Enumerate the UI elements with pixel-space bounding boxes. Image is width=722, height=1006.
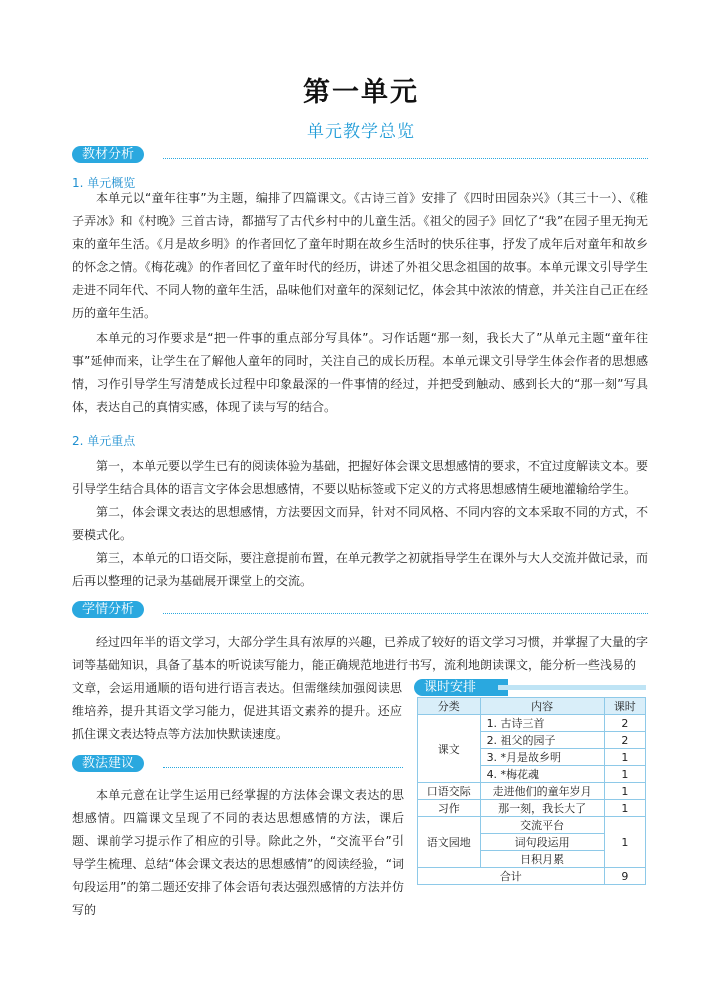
content-cell: 词句段运用	[480, 834, 604, 851]
content-cell: 1. 古诗三首	[480, 715, 604, 732]
table-row	[418, 817, 646, 834]
hours-cell: 1	[604, 800, 645, 817]
schedule-table	[417, 697, 646, 885]
table-row	[418, 783, 646, 800]
page-subtitle: 单元教学总览	[307, 122, 415, 142]
header-category: 分类	[418, 698, 481, 715]
section-divider	[163, 767, 403, 768]
schedule-tag-bar	[498, 685, 646, 690]
content-cell: 交流平台	[480, 817, 604, 834]
section-tag-teaching-suggestions: 教法建议	[72, 755, 144, 772]
category-cell: 课文	[418, 715, 481, 783]
content-cell: 3. *月是故乡明	[480, 749, 604, 766]
section-tag-learner-analysis: 学情分析	[72, 601, 144, 618]
hours-cell: 1	[604, 766, 645, 783]
content-cell: 走进他们的童年岁月	[480, 783, 604, 800]
paragraph: 文章，会运用通顺的语句进行语言表达。但需继续加强阅读思维培养，提升其语文学习能力，促进其语文素养的提升。还应抓住课文表达特点等方法加快默读速度。	[72, 681, 402, 741]
header-hours: 课时	[604, 698, 645, 715]
category-cell: 口语交际	[418, 783, 481, 800]
table-total-row	[418, 868, 646, 885]
section-tag-textbook-analysis: 教材分析	[72, 146, 144, 163]
paragraph: 本单元的习作要求是“把一件事的重点部分写具体”。习作话题“那一刻，我长大了”从单元主题“童年往事”延伸而来，让学生在了解他人童年的同时，关注自己的成长历程。本单元课文引导学生体会作者的思想感情，习作引导学生写清楚成长过程中印象最深的一件事情的经过，并把受到触动、感到长大的“那一刻”写具体，表达自己的真情实感，体现了读与写的结合。	[72, 331, 648, 414]
table-header-row	[418, 698, 646, 715]
section-divider	[163, 613, 648, 614]
table-row	[418, 800, 646, 817]
paragraph: 经过四年半的语文学习，大部分学生具有浓厚的兴趣，已养成了较好的语文学习习惯，并掌握了大量的字词等基础知识，具备了基本的听说读写能力，能正确规范地进行书写，流利地朗读课文，能分析一些浅易的	[72, 635, 649, 672]
category-cell: 习作	[418, 800, 481, 817]
subheading-unit-overview: 1. 单元概览	[72, 176, 136, 190]
category-cell: 语文园地	[418, 817, 481, 868]
hours-cell: 1	[604, 817, 645, 868]
table-row	[418, 715, 646, 732]
section-divider	[163, 158, 648, 159]
page-title: 第一单元	[303, 77, 419, 108]
hours-cell: 2	[604, 715, 645, 732]
content-cell: 日积月累	[480, 851, 604, 868]
paragraph: 本单元意在让学生运用已经掌握的方法体会课文表达的思想感情。四篇课文呈现了不同的表达思想感情的方法，课后题、课前学习提示作了相应的引导。除此之外，“交流平台”引导学生梳理、总结“体会课文表达的思想感情”的阅读经验，“词句段运用”的第二题还安排了体会语句表达强烈感情的方法并仿写的	[72, 788, 404, 917]
paragraph: 本单元以“童年往事”为主题，编排了四篇课文。《古诗三首》安排了《四时田园杂兴》（其三十一）、《稚子弄冰》和《村晚》三首古诗，都描写了古代乡村中的儿童生活。《祖父的园子》回忆了“我”在园子里无拘无束的童年生活。《月是故乡明》的作者回忆了童年时期在故乡生活时的快乐往事，抒发了成年后对童年和故乡的怀念之情。《梅花魂》的作者回忆了童年时代的经历，讲述了外祖父思念祖国的故事。本单元课文引导学生走进不同年代、不同人物的童年生活，品味他们对童年的深刻记忆，体会其中浓浓的情意，并关注自己正在经历的童年生活。	[72, 191, 649, 320]
hours-cell: 1	[604, 749, 645, 766]
content-cell: 4. *梅花魂	[480, 766, 604, 783]
schedule-tag: 课时安排	[414, 679, 508, 696]
header-content: 内容	[480, 698, 604, 715]
total-label: 合计	[418, 868, 605, 885]
total-hours: 9	[604, 868, 645, 885]
hours-cell: 1	[604, 783, 645, 800]
content-cell: 那一刻，我长大了	[480, 800, 604, 817]
hours-cell: 2	[604, 732, 645, 749]
paragraph: 第二，体会课文表达的思想感情，方法要因文而异，针对不同风格、不同内容的文本采取不同的方式，不要模式化。	[72, 505, 649, 542]
paragraph: 第一，本单元要以学生已有的阅读体验为基础，把握好体会课文思想感情的要求，不宜过度解读文本。要引导学生结合具体的语言文字体会思想感情，不要以贴标签或下定义的方式将思想感情生硬地灌输给学生。	[72, 459, 649, 496]
content-cell: 2. 祖父的园子	[480, 732, 604, 749]
subheading-unit-focus: 2. 单元重点	[72, 434, 136, 448]
paragraph: 第三，本单元的口语交际，要注意提前布置，在单元教学之初就指导学生在课外与大人交流并做记录，而后再以整理的记录为基础展开课堂上的交流。	[72, 551, 649, 588]
